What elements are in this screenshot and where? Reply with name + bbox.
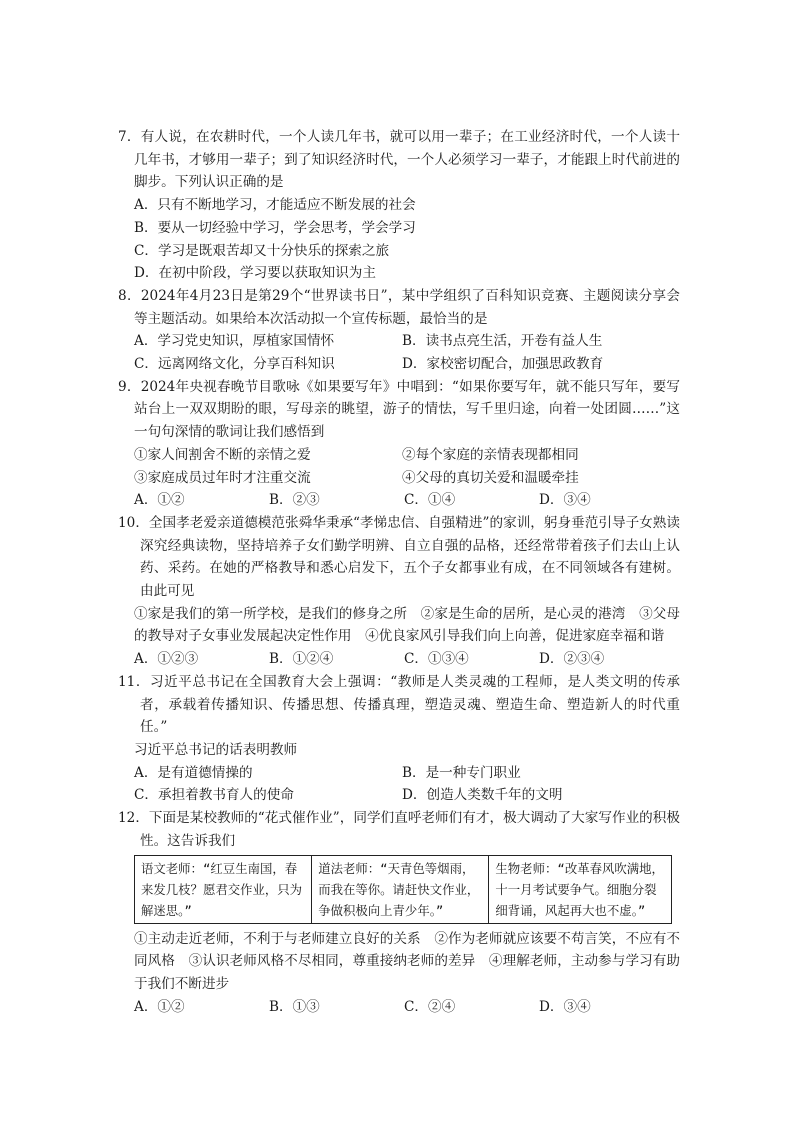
question-7-option-c[interactable]: C．学习是既艰苦却又十分快乐的探索之旅 [134,242,390,259]
question-12-option-b[interactable]: B．①③ [269,998,320,1015]
teacher-quotes-row [135,855,672,923]
question-8 [118,285,680,376]
question-9-statements-row-2 [118,467,680,490]
question-12-option-a[interactable]: A．①② [134,998,185,1015]
question-11-option-b[interactable]: B．是一种专门职业 [402,764,521,781]
question-9-statement-2: ②每个家庭的亲情表现都相同 [402,446,579,463]
question-8-option-d[interactable]: D．家校密切配合，加强思政教育 [402,356,604,373]
chinese-teacher-quote: 语文老师：“红豆生南国，春来发几枝？愿君交作业，只为解迷思。” [135,855,312,923]
question-12-option-c[interactable]: C．②④ [404,998,456,1015]
question-10-option-c[interactable]: C．①③④ [404,651,469,668]
morality-law-teacher-quote: 道法老师：“天青色等烟雨，而我在等你。请赶快文作业，争做积极向上青少年。” [312,855,489,923]
question-8-option-b[interactable]: B．读书点亮生活，开卷有益人生 [402,333,603,350]
question-11-options-row-1 [118,762,680,785]
question-9-statement-4: ④父母的真切关爱和温暖牵挂 [402,469,579,486]
question-10 [118,512,680,671]
question-9-statement-1: ①家人间割舍不断的亲情之爱 [134,446,311,463]
question-11-option-a[interactable]: A．是有道德情操的 [134,764,253,781]
question-11-option-c[interactable]: C．承担着教书育人的使命 [134,787,294,804]
question-10-option-a[interactable]: A．①②③ [134,651,199,668]
question-10-statements: ①家是我们的第一所学校，是我们的修身之所 ②家是生命的居所，是心灵的港湾 ③父母的教导对子女事业发展起决定性作用 ④优良家风引导我们向上向善，促进家庭幸福和谐 [134,605,680,645]
question-7-option-d[interactable]: D．在初中阶段，学习要以获取知识为主 [134,265,376,282]
question-7-option-a[interactable]: A．只有不断地学习，才能适应不断发展的社会 [134,197,416,214]
question-10-options [118,648,680,671]
question-11-option-d[interactable]: D．创造人类数千年的文明 [402,787,563,804]
question-8-option-a[interactable]: A．学习党史知识，厚植家国情怀 [134,333,335,350]
biology-teacher-quote: 生物老师：“改革春风吹满地，十一月考试要争气。细胞分裂细背诵，风起再大也不虚。” [489,855,672,923]
question-9 [118,376,680,512]
question-10-option-b[interactable]: B．①②④ [269,651,334,668]
question-11-stem: 11．习近平总书记在全国教育大会上强调：“教师是人类灵魂的工程师，是人类文明的传承者，承载着传播知识、传播思想、传播真理，塑造灵魂、塑造生命、塑造新人的时代重任。” [118,673,680,736]
question-7-options [118,194,680,285]
question-8-stem: 8．2024年4月23日是第29个“世界读书日”，某中学组织了百科知识竞赛、主题阅读分享会等主题活动。如果给本次活动拟一个宣传标题，最恰当的是 [118,287,680,327]
question-9-option-c[interactable]: C．①④ [404,492,456,509]
question-12-statements: ①主动走近老师，不利于与老师建立良好的关系 ②作为老师就应该要不苟言笑，不应有不同风格 ③认识老师风格不尽相同，尊重接纳老师的差异 ④理解老师，主动参与学习有助于我们不断进步 [134,930,680,992]
question-12-option-d[interactable]: D．③④ [539,998,591,1015]
question-8-options-row-2 [118,353,680,376]
question-9-statements-row-1 [118,444,680,467]
question-list [118,126,680,1018]
question-11-stem-continued: 习近平总书记的话表明教师 [134,741,298,758]
question-11 [118,671,680,807]
question-9-option-d[interactable]: D．③④ [539,492,591,509]
question-9-statement-3: ③家庭成员过年时才注重交流 [134,469,311,486]
question-7 [118,126,680,285]
question-8-option-c[interactable]: C．远离网络文化，分享百科知识 [134,356,335,373]
question-7-stem: 7．有人说，在农耕时代，一个人读几年书，就可以用一辈子；在工业经济时代，一个人读十几年书，才够用一辈子；到了知识经济时代，一个人必须学习一辈子，才能跟上时代前进的脚步。下列认识正确的是 [118,129,680,191]
question-7-option-b[interactable]: B．要从一切经验中学习，学会思考，学会学习 [134,219,416,236]
question-12 [118,807,680,1018]
question-10-stem: 10．全国孝老爱亲道德模范张舜华秉承“孝悌忠信、自强精进”的家训，躬身垂范引导子女熟读深究经典读物，坚持培养子女们勤学明辨、自立自强的品格，还经常带着孩子们去山上认药、采药。在她的严格教导和悉心启发下，五个子女都事业有成，在不同领域各有建树。由此可见 [118,514,680,600]
question-9-options [118,489,680,512]
question-9-option-b[interactable]: B．②③ [269,492,320,509]
question-9-stem: 9．2024年央视春晚节目歌咏《如果要写年》中唱到：“如果你要写年，就不能只写年，要写站台上一双双期盼的眼，写母亲的眺望，游子的情怯，写千里归途，向着一处团圆……”这一句句深情的歌词让我们感悟到 [118,378,680,441]
question-12-options [118,996,680,1019]
question-12-stem: 12．下面是某校教师的“花式催作业”，同学们直呼老师们有才，极大调动了大家写作业的积极性。这告诉我们 [118,810,680,849]
teacher-quotes-table [134,855,672,924]
question-11-options-row-2 [118,784,680,807]
question-9-option-a[interactable]: A．①② [134,492,185,509]
question-10-option-d[interactable]: D．②③④ [539,651,605,668]
question-8-options-row-1 [118,330,680,353]
